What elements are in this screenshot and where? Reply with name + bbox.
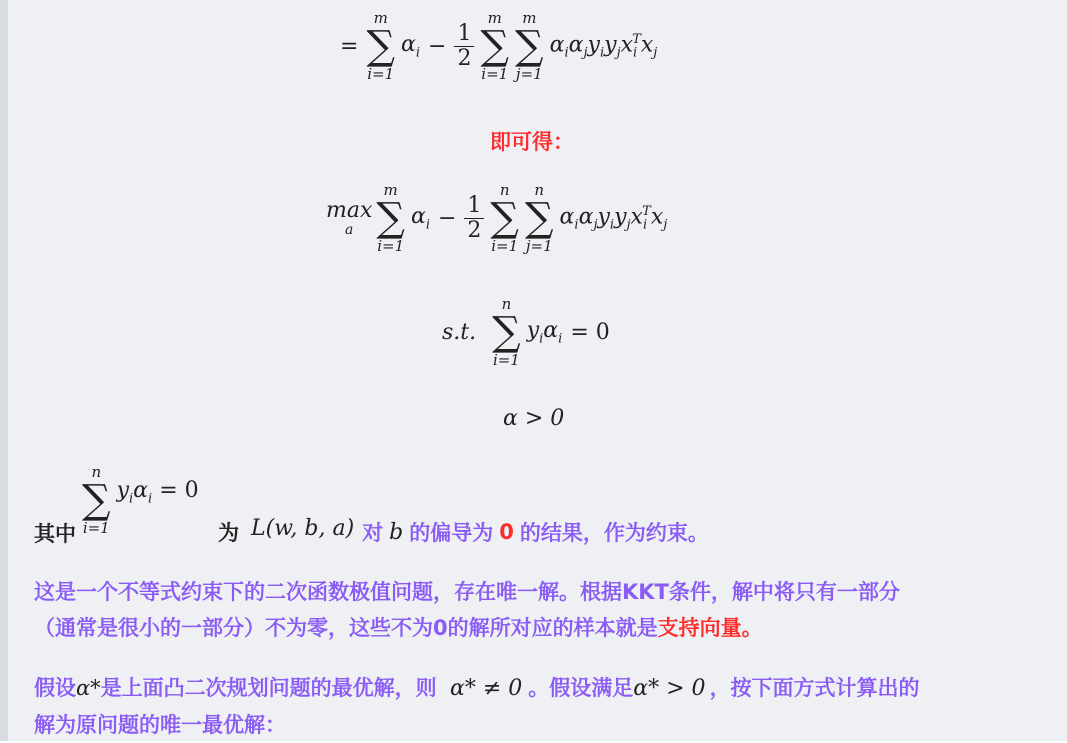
line1-math1: $y_i\alpha_i = 0$ [116, 477, 199, 507]
line1-sum-expression [82, 460, 199, 540]
line1-lagrangian: L(w, b, a) [251, 515, 355, 541]
eq2-term: $\alpha_i\alpha_jy_iy_jx_i^Tx_j$ [559, 203, 668, 233]
paragraph-kkt [34, 574, 1044, 646]
paragraph-optimal-line1: 假设α*是上面凸二次规划问题的最优解，则 α* ≠ 0 。假设满足α* > 0 ，按下面方式计算出的 [34, 676, 920, 701]
eq1-sum-3: m ∑ j=1 [515, 9, 544, 83]
eq1-half: $\frac{1}{2}$ [454, 22, 474, 71]
heading-ji-ke-de: 即可得： [490, 130, 574, 154]
eq2-sum-1: m ∑ i=1 [376, 181, 405, 255]
paragraph-optimal-line2: 解为原问题的唯一最优解： [34, 713, 286, 737]
left-scroll-gutter [0, 0, 8, 741]
line1-zero: 0 [499, 520, 514, 544]
line1-dui: 对 [362, 521, 384, 545]
eq3-st: s.t. [442, 319, 477, 345]
paragraph-optimal [34, 670, 1044, 743]
eq2-minus: − [437, 205, 457, 231]
eq3-term: $y_i\alpha_i$ [526, 317, 563, 347]
line-qizhong-label: 其中 [34, 522, 76, 546]
paragraph-kkt-line1: 这是一个不等式约束下的二次函数极值问题，存在唯一解。根据KKT条件，解中将只有一部分 [34, 580, 900, 604]
eq1-alpha-i: $\alpha_i$ [401, 31, 421, 61]
line1-rest: 的结果，作为约束。 [519, 521, 709, 545]
paragraph-kkt-line2: （通常是很小的一部分）不为零，这些不为0的解所对应的样本就是支持向量。 [34, 616, 763, 640]
line1-pian: 的偏导为 [409, 521, 494, 545]
line1-sum: n ∑ i=1 [82, 463, 111, 537]
eq2-half: $\frac{1}{2}$ [464, 194, 484, 243]
eq1-sum-2: m ∑ i=1 [480, 9, 510, 83]
line1-wei: 为 [218, 521, 239, 545]
eq1-term: $\alpha_i\alpha_jy_iy_jx_i^Tx_j$ [549, 31, 658, 61]
eq1-sum-1: m ∑ i=1 [366, 9, 395, 83]
line1-b: b [389, 519, 404, 545]
eq2-sum-3: n ∑ j=1 [524, 181, 554, 255]
support-vector-highlight: 支持向量。 [657, 616, 763, 640]
eq2-sum-2: n ∑ i=1 [490, 181, 519, 255]
equation-constraint-sum [442, 292, 610, 372]
equation-max-objective [326, 178, 667, 258]
eq3-rhs: = 0 [570, 319, 610, 345]
eq2-max: max a [326, 198, 373, 238]
equation-dual-objective [340, 6, 657, 86]
eq1-equals: = [340, 33, 359, 59]
eq2-alpha-i: $\alpha_i$ [410, 203, 430, 233]
eq3-sum: n ∑ i=1 [492, 295, 521, 369]
equation-alpha-positive: α > 0 [503, 406, 565, 431]
eq1-minus: − [428, 33, 447, 59]
line1-description [218, 514, 709, 550]
